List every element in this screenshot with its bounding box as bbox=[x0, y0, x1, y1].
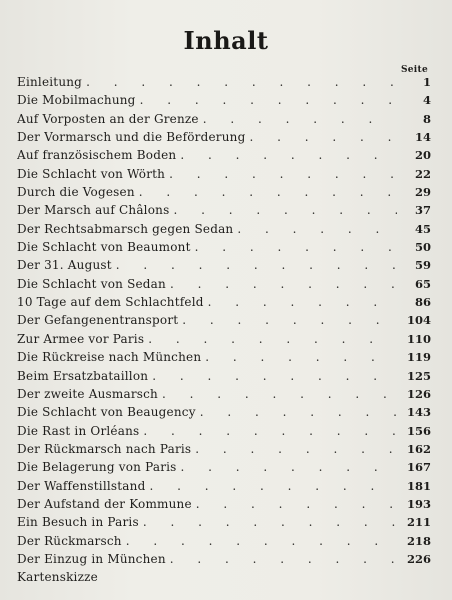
toc-entry bbox=[17, 422, 431, 440]
toc-entry bbox=[17, 165, 431, 183]
toc-entry-title: Die Schlacht von Beaumont bbox=[17, 240, 191, 255]
toc-entry bbox=[17, 311, 431, 329]
toc-entry-title: Auf Vorposten an der Grenze bbox=[17, 111, 199, 126]
toc-page-number: 45 bbox=[414, 221, 431, 236]
toc-leader-dots bbox=[195, 440, 397, 458]
toc-leader-dots bbox=[140, 91, 397, 109]
toc-entry-title: Beim Ersatzbataillon bbox=[17, 368, 149, 383]
toc-entry bbox=[17, 367, 431, 385]
toc-leader-dots bbox=[143, 422, 397, 440]
toc-page-number: 29 bbox=[414, 185, 431, 200]
toc-entry-title: Der Rechtsabmarsch gegen Sedan bbox=[17, 221, 234, 236]
toc-entry-title: Der Vormarsch und die Beförderung bbox=[17, 130, 246, 145]
toc-entry bbox=[17, 348, 431, 366]
toc-entry bbox=[17, 385, 431, 403]
toc-leader-dots bbox=[116, 256, 397, 274]
toc-leader-dots bbox=[126, 532, 397, 550]
toc-leader-dots bbox=[195, 238, 397, 256]
toc-entry bbox=[17, 183, 431, 201]
toc-entry bbox=[17, 91, 431, 109]
toc-entry-title: Die Rast in Orléans bbox=[17, 423, 140, 438]
toc-leader-dots bbox=[208, 293, 397, 311]
toc-page-number: 8 bbox=[422, 111, 431, 126]
toc-page-number: 181 bbox=[406, 478, 431, 493]
toc-entry-title: Die Rückreise nach München bbox=[17, 350, 202, 365]
toc-leader-dots bbox=[152, 367, 397, 385]
toc-entry bbox=[17, 220, 431, 238]
toc-entry-title: 10 Tage auf dem Schlachtfeld bbox=[17, 295, 204, 310]
toc-entry bbox=[17, 293, 431, 311]
toc-entry-title: Der 31. August bbox=[17, 258, 112, 273]
toc-leader-dots bbox=[169, 165, 397, 183]
toc-entry-title: Die Schlacht von Wörth bbox=[17, 166, 166, 181]
toc-page-number: 226 bbox=[406, 551, 431, 566]
toc-entry-title: Der Gefangenentransport bbox=[17, 313, 179, 328]
toc-page-number: 218 bbox=[406, 533, 431, 548]
toc-entry-title: Durch die Vogesen bbox=[17, 185, 135, 200]
toc-page-number: 143 bbox=[406, 405, 431, 420]
toc-entry-title: Einleitung bbox=[17, 75, 83, 89]
toc-entry bbox=[17, 513, 431, 531]
toc-leader-dots bbox=[148, 330, 397, 348]
toc-entry-title: Die Belagerung von Paris bbox=[17, 460, 177, 475]
toc-entry bbox=[17, 458, 431, 476]
table-of-contents bbox=[17, 73, 431, 587]
toc-entry-title: Die Schlacht von Sedan bbox=[17, 276, 166, 291]
toc-page-number: 4 bbox=[422, 93, 431, 108]
toc-leader-dots bbox=[237, 220, 397, 238]
toc-page-number: 22 bbox=[414, 166, 431, 181]
toc-entry bbox=[17, 440, 431, 458]
toc-entry-title: Der Aufstand der Kommune bbox=[17, 496, 192, 511]
toc-page-number: 125 bbox=[406, 368, 431, 383]
toc-page-number: 126 bbox=[406, 386, 431, 401]
page-column-label: Seite bbox=[400, 65, 428, 75]
toc-entry-title: Der Marsch auf Châlons bbox=[17, 203, 170, 218]
toc-entry-title: Ein Besuch in Paris bbox=[17, 515, 139, 530]
toc-entry bbox=[17, 477, 431, 495]
toc-entry bbox=[17, 73, 431, 91]
toc-entry bbox=[17, 146, 431, 164]
toc-leader-dots bbox=[149, 477, 397, 495]
toc-entry bbox=[17, 110, 431, 128]
toc-entry bbox=[17, 275, 431, 293]
toc-entry bbox=[17, 403, 431, 421]
toc-page-number: 65 bbox=[414, 276, 431, 291]
toc-entry bbox=[17, 330, 431, 348]
toc-leader-dots bbox=[86, 73, 397, 91]
toc-page-number: 167 bbox=[406, 460, 431, 475]
toc-page-number: 119 bbox=[406, 350, 431, 365]
toc-page-number: 156 bbox=[406, 423, 431, 438]
page-title: Inhalt bbox=[183, 26, 269, 55]
toc-page-number: 20 bbox=[414, 148, 431, 163]
toc-page-number: 193 bbox=[406, 496, 431, 511]
toc-leader-dots bbox=[139, 183, 397, 201]
toc-page-number: 104 bbox=[406, 313, 431, 328]
toc-page-number: 1 bbox=[422, 75, 431, 89]
toc-entry bbox=[17, 256, 431, 274]
toc-leader-dots bbox=[200, 403, 397, 421]
toc-page-number: 86 bbox=[414, 295, 431, 310]
toc-page-number: 110 bbox=[406, 331, 431, 346]
toc-leader-dots bbox=[143, 513, 397, 531]
toc-entry-title: Zur Armee vor Paris bbox=[17, 331, 145, 346]
toc-leader-dots bbox=[196, 495, 397, 513]
toc-entry-title: Der Rückmarsch nach Paris bbox=[17, 441, 192, 456]
toc-leader-dots bbox=[173, 201, 397, 219]
toc-page-number: 37 bbox=[414, 203, 431, 218]
toc-entry bbox=[17, 550, 431, 568]
toc-entry-title: Kartenskizze bbox=[17, 570, 98, 585]
toc-entry-title: Der Rückmarsch bbox=[17, 533, 122, 548]
toc-leader-dots bbox=[203, 110, 397, 128]
toc-leader-dots bbox=[170, 550, 397, 568]
toc-entry bbox=[17, 532, 431, 550]
toc-entry bbox=[17, 495, 431, 513]
toc-leader-dots bbox=[205, 348, 397, 366]
toc-page-number: 14 bbox=[414, 130, 431, 145]
toc-entry-title: Auf französischem Boden bbox=[17, 148, 177, 163]
toc-leader-dots bbox=[181, 458, 397, 476]
toc-page-number: 162 bbox=[406, 441, 431, 456]
toc-leader-dots bbox=[249, 128, 397, 146]
toc-entry-title: Der Waffenstillstand bbox=[17, 478, 146, 493]
toc-page-number: 211 bbox=[406, 515, 431, 530]
toc-entry-title: Der zweite Ausmarsch bbox=[17, 386, 158, 401]
toc-entry-title: Die Mobilmachung bbox=[17, 93, 136, 108]
toc-leader-dots bbox=[170, 275, 397, 293]
toc-entry-title: Der Einzug in München bbox=[17, 551, 166, 566]
toc-entry bbox=[17, 128, 431, 146]
toc-leader-dots bbox=[180, 146, 397, 164]
toc-entry bbox=[17, 238, 431, 256]
toc-page-number: 59 bbox=[414, 258, 431, 273]
toc-entry-title: Die Schlacht von Beaugency bbox=[17, 405, 196, 420]
toc-leader-dots bbox=[162, 385, 397, 403]
toc-entry bbox=[17, 201, 431, 219]
toc-page-number: 50 bbox=[414, 240, 431, 255]
toc-leader-dots bbox=[182, 311, 397, 329]
toc-entry bbox=[17, 568, 431, 586]
